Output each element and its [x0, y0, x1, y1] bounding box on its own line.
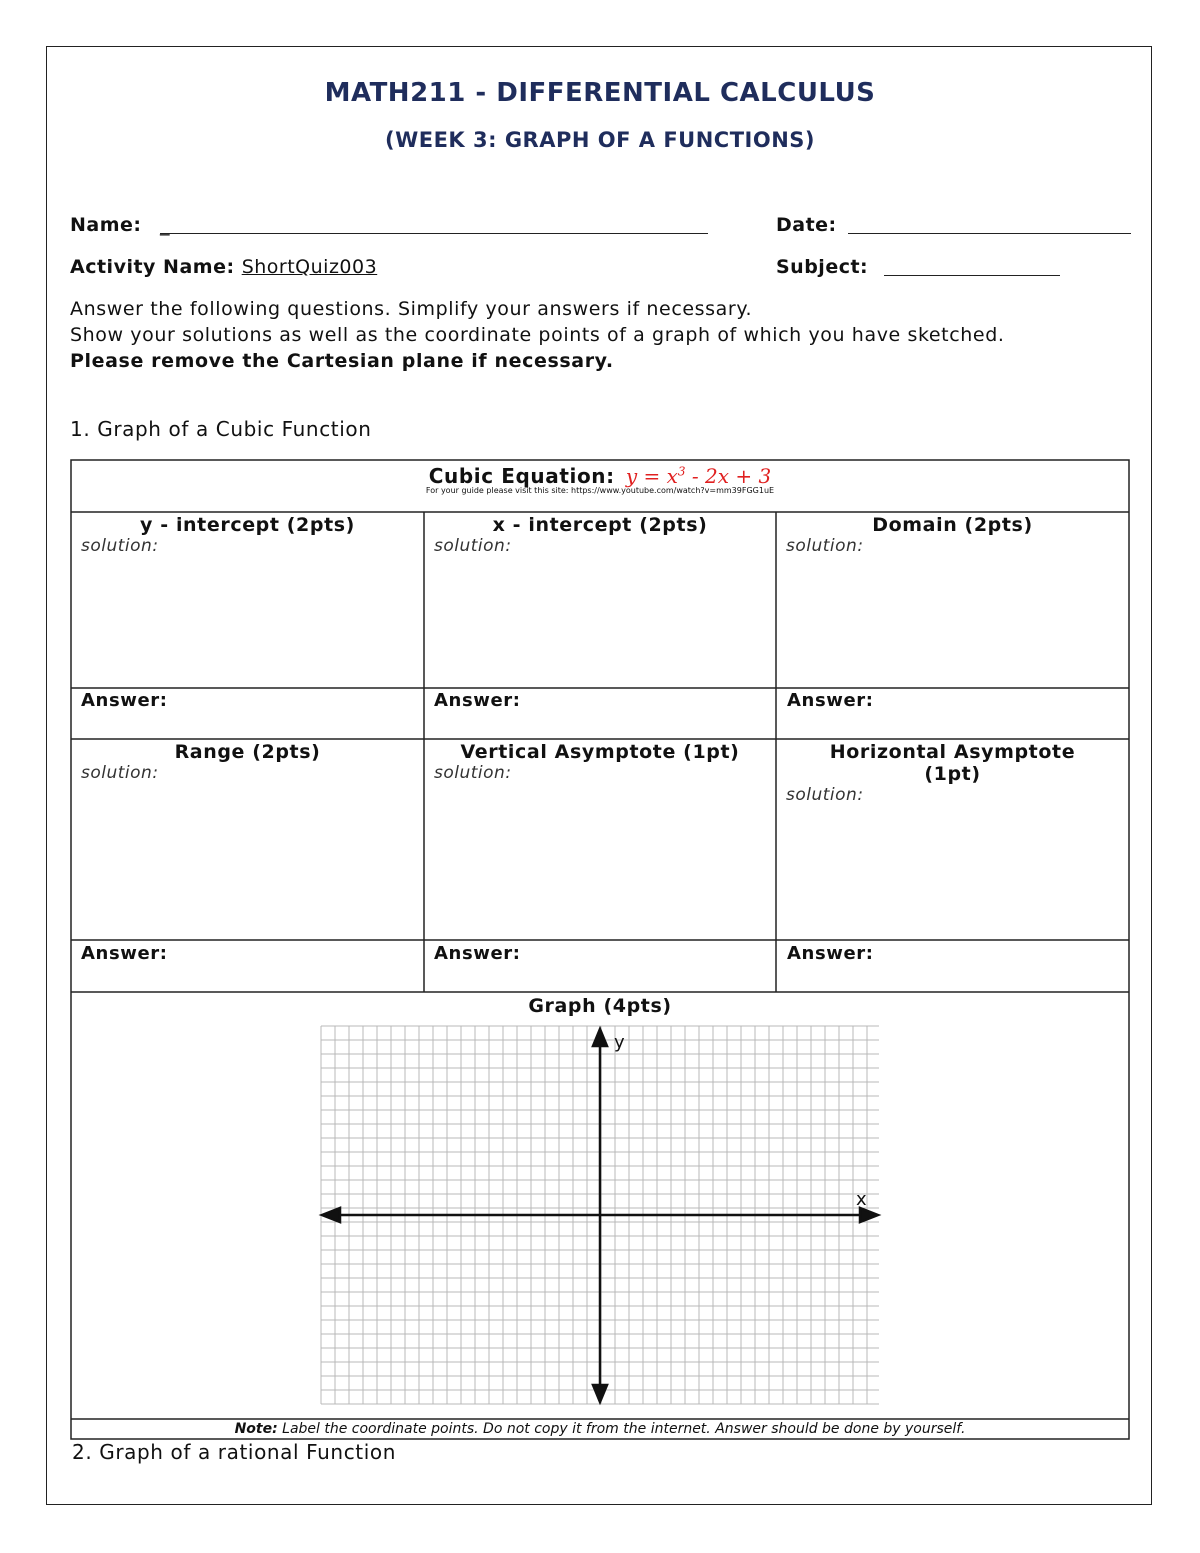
x-axis-left-arrow — [322, 1208, 340, 1222]
x-axis-label: x — [856, 1189, 867, 1210]
range-answer[interactable]: Answer: — [81, 943, 168, 964]
equation-label: Cubic Equation: — [428, 464, 615, 488]
cell-header: Domain (2pts) — [872, 514, 1033, 536]
note-label: Note: — [234, 1421, 278, 1437]
cell-solution: solution: — [81, 536, 159, 556]
cell-header: x - intercept (2pts) — [492, 514, 708, 536]
note-text: Label the coordinate points. Do not copy it from the internet. Answer should be done by yourself. — [277, 1421, 966, 1437]
note-row — [71, 1421, 1129, 1437]
y-axis-down-arrow — [593, 1385, 607, 1402]
instruction-line-3: Please remove the Cartesian plane if necessary. — [70, 350, 614, 372]
x-axis-right-arrow — [860, 1208, 878, 1222]
name-value: _ — [160, 214, 170, 236]
y-axis-up-arrow — [593, 1029, 607, 1046]
y-axis-label: y — [614, 1032, 625, 1053]
horizontal-asymptote-answer[interactable]: Answer: — [787, 943, 874, 964]
date-label: Date: — [776, 214, 837, 236]
cell-solution: solution: — [786, 785, 864, 805]
name-label: Name: — [70, 214, 142, 236]
activity-value: ShortQuiz003 — [241, 256, 378, 278]
section1-heading: 1. Graph of a Cubic Function — [70, 417, 372, 441]
cell-solution: solution: — [434, 763, 512, 783]
vertical-asymptote-answer[interactable]: Answer: — [434, 943, 521, 964]
x-intercept-answer[interactable]: Answer: — [434, 690, 521, 711]
cell-header: Range (2pts) — [174, 741, 321, 763]
cell-solution: solution: — [786, 536, 864, 556]
cell-solution: solution: — [81, 763, 159, 783]
cubic-equation: $y = x^3 - 2x + 3$ — [625, 464, 772, 488]
cell-header: y - intercept (2pts) — [140, 514, 355, 536]
section2-heading: 2. Graph of a rational Function — [72, 1440, 397, 1464]
instruction-line-2: Show your solutions as well as the coordinate points of a graph of which you have sketched. — [70, 324, 1005, 346]
cell-header: Vertical Asymptote (1pt) — [460, 741, 740, 763]
subject-label: Subject: — [776, 256, 869, 278]
graph-title: Graph (4pts) — [528, 995, 672, 1017]
cell-header: Horizontal Asymptote (1pt) — [829, 741, 1076, 785]
y-intercept-answer[interactable]: Answer: — [81, 690, 168, 711]
domain-answer[interactable]: Answer: — [787, 690, 874, 711]
page-subtitle: (WEEK 3: GRAPH OF A FUNCTIONS) — [384, 128, 816, 152]
instruction-line-1: Answer the following questions. Simplify your answers if necessary. — [70, 298, 753, 320]
activity-label: Activity Name: — [70, 256, 235, 278]
guide-link[interactable]: For your guide please visit this site: https://www.youtube.com/watch?v=mm39FGG1uE — [425, 486, 775, 495]
page-title: MATH211 - DIFFERENTIAL CALCULUS — [324, 78, 876, 108]
cell-solution: solution: — [434, 536, 512, 556]
